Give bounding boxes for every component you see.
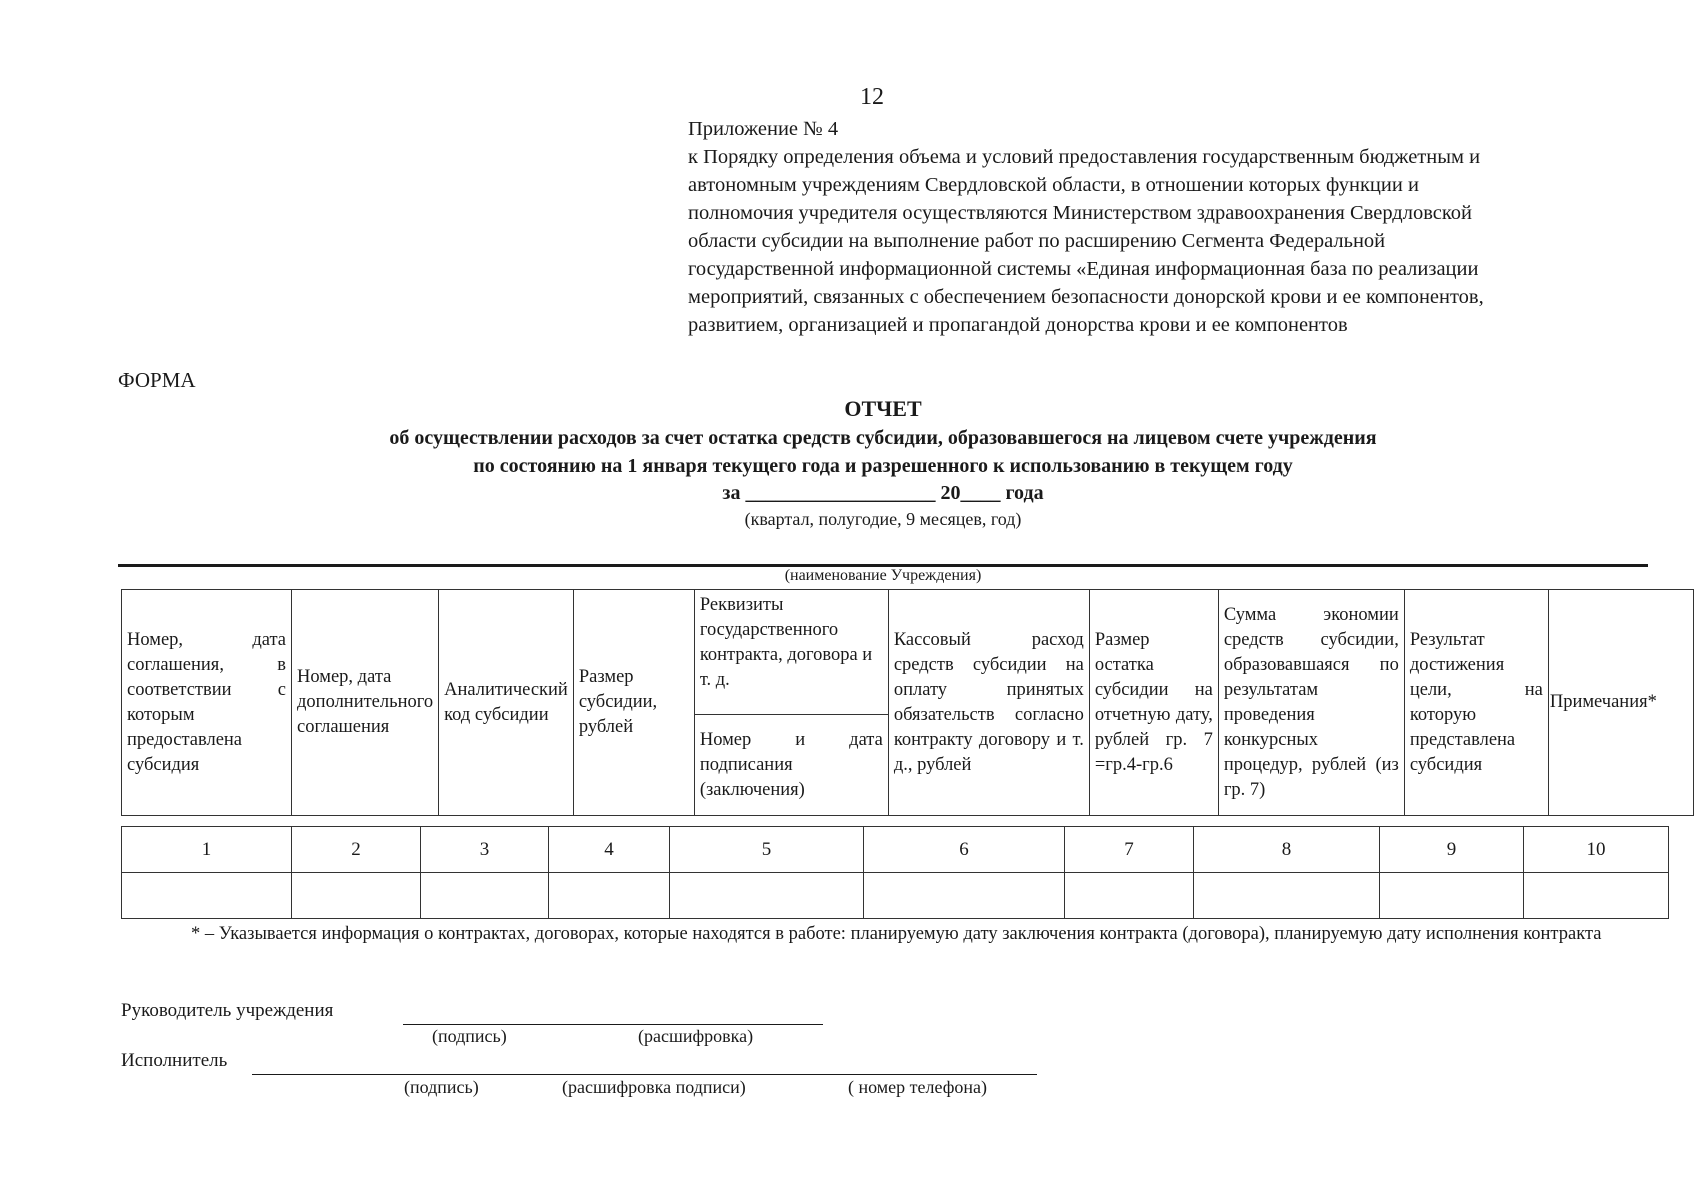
exec-decode-hint: (расшифровка подписи)	[562, 1077, 746, 1097]
page-number: 12	[860, 84, 884, 110]
appendix-line: Приложение № 4	[688, 118, 839, 140]
appendix-line: полномочия учредителя осуществляются Министерством здравоохранения Свердловской	[688, 202, 1473, 224]
exec-sign-hint: (подпись)	[404, 1077, 479, 1097]
column-number: 7	[1065, 827, 1194, 873]
report-subtitle-line: по состоянию на 1 января текущего года и разрешенного к использованию в текущем году	[473, 455, 1293, 477]
column-number-row	[122, 827, 1669, 873]
appendix-line: мероприятий, связанных с обеспечением безопасности донорской крови и ее компонентов,	[688, 286, 1484, 308]
table-cell	[1380, 873, 1524, 919]
report-title: ОТЧЕТ	[844, 396, 922, 421]
column-number: 6	[864, 827, 1065, 873]
header-analytic-code: Аналитический код субсидии	[439, 590, 574, 816]
table-row	[122, 873, 1669, 919]
head-decode-hint: (расшифровка)	[638, 1026, 754, 1046]
appendix-header	[688, 115, 1648, 339]
header-result: Результат достижения цели, на которую представлена субсидия	[1404, 590, 1548, 816]
header-balance: Размер остатка субсидии на отчетную дату, рублей гр. 7 =гр.4-гр.6	[1089, 590, 1218, 816]
table-cell	[1194, 873, 1380, 919]
header-contract-details: Реквизиты государственного контракта, договора и т. д.	[694, 590, 888, 715]
report-subtitle-line: об осуществлении расходов за счет остатка средств субсидии, образовавшегося на лицевом счете учреждения	[389, 427, 1377, 449]
executor-signature-line	[252, 1074, 1037, 1075]
report-header-table	[121, 589, 1694, 816]
header-subsidy-amount: Размер субсидии, рублей	[573, 590, 694, 816]
appendix-line: к Порядку определения объема и условий предоставления государственным бюджетным и	[688, 146, 1481, 168]
table-cell	[421, 873, 549, 919]
table-cell	[1065, 873, 1194, 919]
period-hint: (квартал, полугодие, 9 месяцев, год)	[744, 509, 1022, 529]
exec-phone-hint: ( номер телефона)	[848, 1077, 987, 1097]
table-cell	[549, 873, 670, 919]
header-notes: Примечания*	[1548, 590, 1693, 816]
column-number: 2	[292, 827, 421, 873]
table-cell	[292, 873, 421, 919]
header-contract-number-date: Номер и дата подписания (заключения)	[694, 715, 888, 816]
appendix-line: развитием, организацией и пропагандой донорства крови и ее компонентов	[688, 314, 1348, 336]
header-agreement: Номер, дата соглашения, в соответствии с которым предоставлена субсидия	[122, 590, 292, 816]
column-number: 4	[549, 827, 670, 873]
table-cell	[864, 873, 1065, 919]
institution-caption: (наименование Учреждения)	[784, 567, 982, 584]
head-signature-line	[403, 1024, 823, 1025]
header-cash-expense: Кассовый расход средств субсидии на оплату принятых обязательств согласно контракту договору и т. д., рублей	[888, 590, 1089, 816]
report-data-table	[121, 826, 1669, 919]
column-number: 9	[1380, 827, 1524, 873]
appendix-line: области субсидии на выполнение работ по расширению Сегмента Федеральной	[688, 230, 1386, 252]
column-number: 3	[421, 827, 549, 873]
table-cell	[122, 873, 292, 919]
header-additional-agreement: Номер, дата дополнительного соглашения	[292, 590, 439, 816]
appendix-line: автономным учреждениям Свердловской области, в отношении которых функции и	[688, 174, 1419, 196]
footnote: * – Указывается информация о контрактах, договорах, которые находятся в работе: планируемую дату заключения контракта (договора), планируемую дату исполнения контракта	[191, 924, 1602, 944]
report-period-line: за ___________________ 20____ года	[722, 482, 1044, 504]
form-label: ФОРМА	[118, 368, 196, 392]
head-signature-label: Руководитель учреждения	[121, 1000, 334, 1021]
header-savings: Сумма экономии средств субсидии, образовавшаяся по результатам проведения конкурсных процедур, рублей (из гр. 7)	[1218, 590, 1404, 816]
table-cell	[1524, 873, 1669, 919]
head-sign-hint: (подпись)	[432, 1026, 507, 1046]
column-number: 10	[1524, 827, 1669, 873]
column-number: 1	[122, 827, 292, 873]
executor-signature-label: Исполнитель	[121, 1050, 228, 1071]
table-cell	[670, 873, 864, 919]
column-number: 5	[670, 827, 864, 873]
column-number: 8	[1194, 827, 1380, 873]
appendix-line: государственной информационной системы «Единая информационная база по реализации	[688, 258, 1479, 280]
